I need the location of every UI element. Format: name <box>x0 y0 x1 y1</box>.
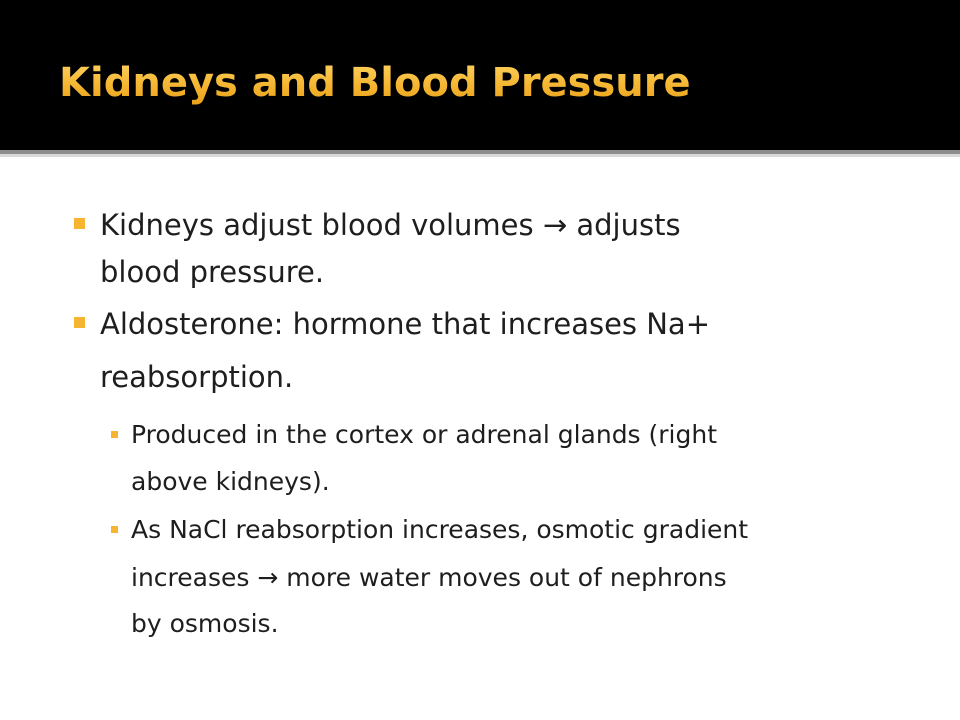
bullet-line: Aldosterone: hormone that increases Na+ <box>100 307 711 341</box>
slide-title: Kidneys and Blood Pressure <box>59 55 691 111</box>
bullet-line: blood pressure. <box>100 255 325 289</box>
bullet-square-icon <box>111 431 118 438</box>
bullet-square-icon <box>74 218 85 229</box>
bullet-line: As NaCl reabsorption increases, osmotic gradient <box>131 515 749 544</box>
bullet-line: by osmosis. <box>131 609 279 638</box>
bullet-line: reabsorption. <box>100 360 294 394</box>
bullet-line: above kidneys). <box>131 467 330 496</box>
bullet-line: Kidneys adjust blood volumes → adjusts <box>100 208 681 242</box>
bullet-square-icon <box>74 317 85 328</box>
bullet-square-icon <box>111 526 118 533</box>
bullet-line: Produced in the cortex or adrenal glands (right <box>131 420 718 449</box>
bullet-line: increases → more water moves out of nephrons <box>131 563 727 592</box>
